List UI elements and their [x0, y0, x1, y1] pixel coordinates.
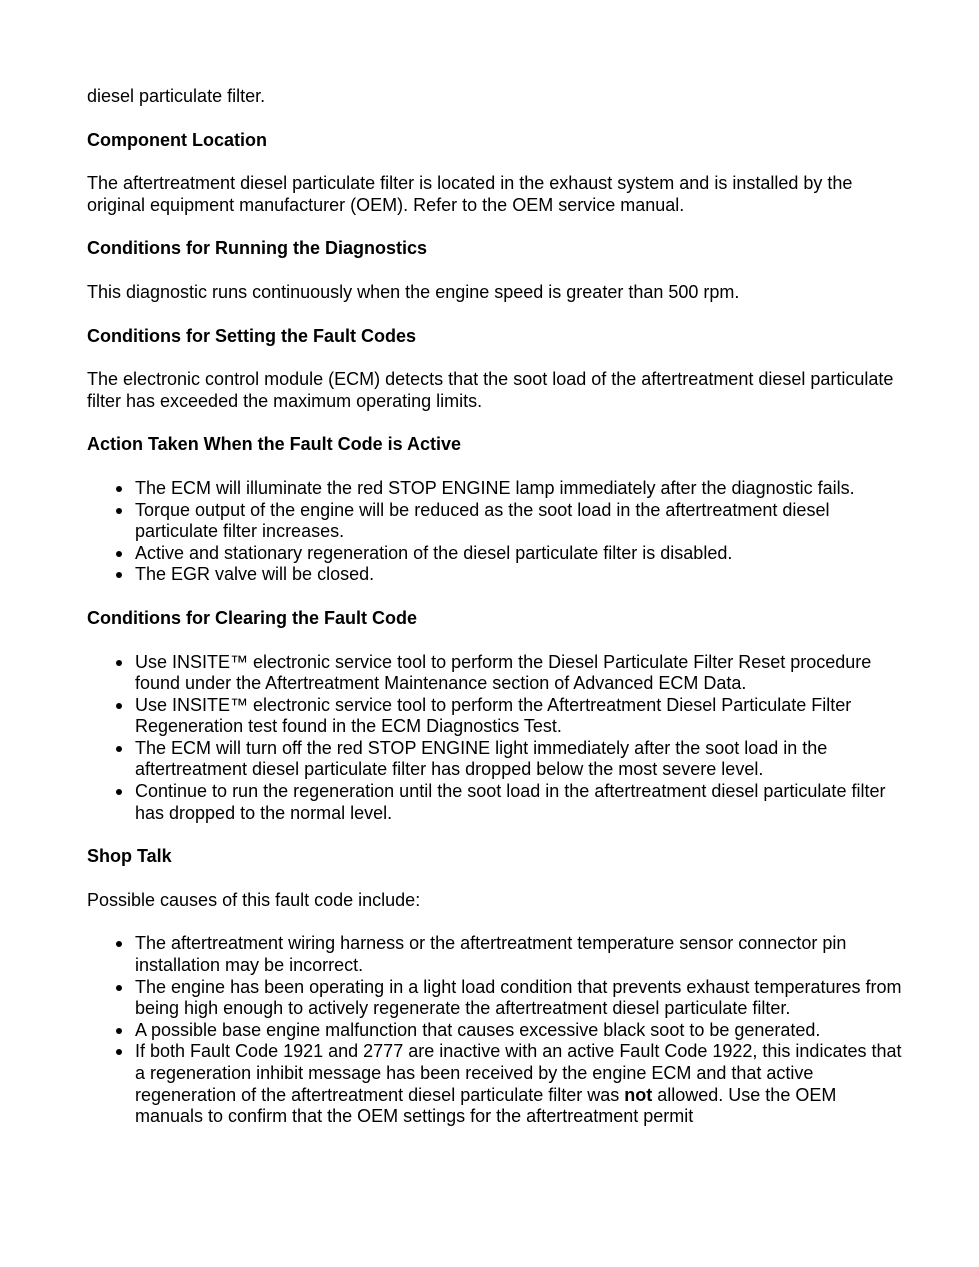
list-item	[135, 652, 902, 695]
heading-shop-talk: Shop Talk	[87, 846, 172, 867]
bullet-icon	[116, 985, 122, 991]
list-item-text: The aftertreatment wiring harness or the aftertreatment temperature sensor connector pin installation may be incorrect.	[135, 933, 847, 976]
bullet-icon	[116, 789, 122, 795]
list-item-text-after-bold: allowed. Use the OEM manuals to confirm that the OEM settings for the aftertreatment permit	[135, 1084, 837, 1127]
list-item	[135, 1041, 902, 1127]
bullet-icon	[116, 1049, 122, 1055]
heading-conditions-clearing: Conditions for Clearing the Fault Code	[87, 607, 417, 628]
list-item	[135, 933, 902, 976]
conditions-clearing-list	[87, 652, 902, 825]
shop-talk-list	[87, 933, 902, 1127]
list-item-text-before-bold: If both Fault Code 1921 and 2777 are inactive with an active Fault Code 1922, this indicates that a regeneration inhibit message has been received by the engine ECM and that active regeneration of the aftertreatment diesel particulate filter was	[135, 1041, 902, 1105]
list-item	[135, 781, 902, 824]
bullet-icon	[116, 486, 122, 492]
list-item	[135, 695, 902, 738]
bullet-icon	[116, 1028, 122, 1034]
list-item-text: Use INSITE™ electronic service tool to perform the Diesel Particulate Filter Reset procedure found under the Aftertreatment Maintenance section of Advanced ECM Data.	[135, 651, 872, 694]
bullet-icon	[116, 660, 122, 666]
list-item	[135, 1020, 902, 1042]
bullet-icon	[116, 941, 122, 947]
emphasis-not: not	[624, 1084, 653, 1105]
document-page	[87, 86, 902, 1150]
bullet-icon	[116, 703, 122, 709]
conditions-setting-text: The electronic control module (ECM) detects that the soot load of the aftertreatment diesel particulate filter has exceeded the maximum operating limits.	[87, 369, 894, 411]
bullet-icon	[116, 572, 122, 578]
list-item-text: Use INSITE™ electronic service tool to perform the Aftertreatment Diesel Particulate Filter Regeneration test found in the ECM Diagnostics Test.	[135, 694, 852, 737]
action-taken-list	[87, 478, 902, 586]
list-item-text: Torque output of the engine will be reduced as the soot load in the aftertreatment diesel particulate filter increases.	[135, 499, 830, 542]
list-item-text: The ECM will turn off the red STOP ENGINE light immediately after the soot load in the aftertreatment diesel particulate filter has dropped below the most severe level.	[135, 737, 828, 780]
bullet-icon	[116, 551, 122, 557]
conditions-running-text: This diagnostic runs continuously when the engine speed is greater than 500 rpm.	[87, 281, 740, 302]
bullet-icon	[116, 746, 122, 752]
component-location-text: The aftertreatment diesel particulate filter is located in the exhaust system and is installed by the original equipment manufacturer (OEM). Refer to the OEM service manual.	[87, 173, 853, 215]
list-item-text: The engine has been operating in a light load condition that prevents exhaust temperatures from being high enough to actively regenerate the aftertreatment diesel particulate filter.	[135, 976, 902, 1019]
list-item	[135, 543, 902, 565]
list-item	[135, 738, 902, 781]
heading-conditions-running: Conditions for Running the Diagnostics	[87, 238, 427, 259]
list-item-text: The EGR valve will be closed.	[135, 564, 375, 585]
heading-action-taken: Action Taken When the Fault Code is Active	[87, 434, 462, 455]
shop-talk-intro: Possible causes of this fault code include:	[87, 889, 421, 910]
heading-component-location: Component Location	[87, 129, 267, 150]
list-item-text: The ECM will illuminate the red STOP ENGINE lamp immediately after the diagnostic fails.	[135, 477, 855, 498]
heading-conditions-setting: Conditions for Setting the Fault Codes	[87, 325, 416, 346]
list-item-text: A possible base engine malfunction that causes excessive black soot to be generated.	[135, 1019, 821, 1040]
list-item	[135, 478, 902, 500]
list-item	[135, 564, 902, 586]
bullet-icon	[116, 508, 122, 514]
list-item	[135, 977, 902, 1020]
intro-fragment: diesel particulate filter.	[87, 86, 266, 106]
list-item-text: Active and stationary regeneration of the diesel particulate filter is disabled.	[135, 542, 733, 563]
list-item	[135, 500, 902, 543]
list-item-text: Continue to run the regeneration until the soot load in the aftertreatment diesel particulate filter has dropped to the normal level.	[135, 781, 886, 823]
